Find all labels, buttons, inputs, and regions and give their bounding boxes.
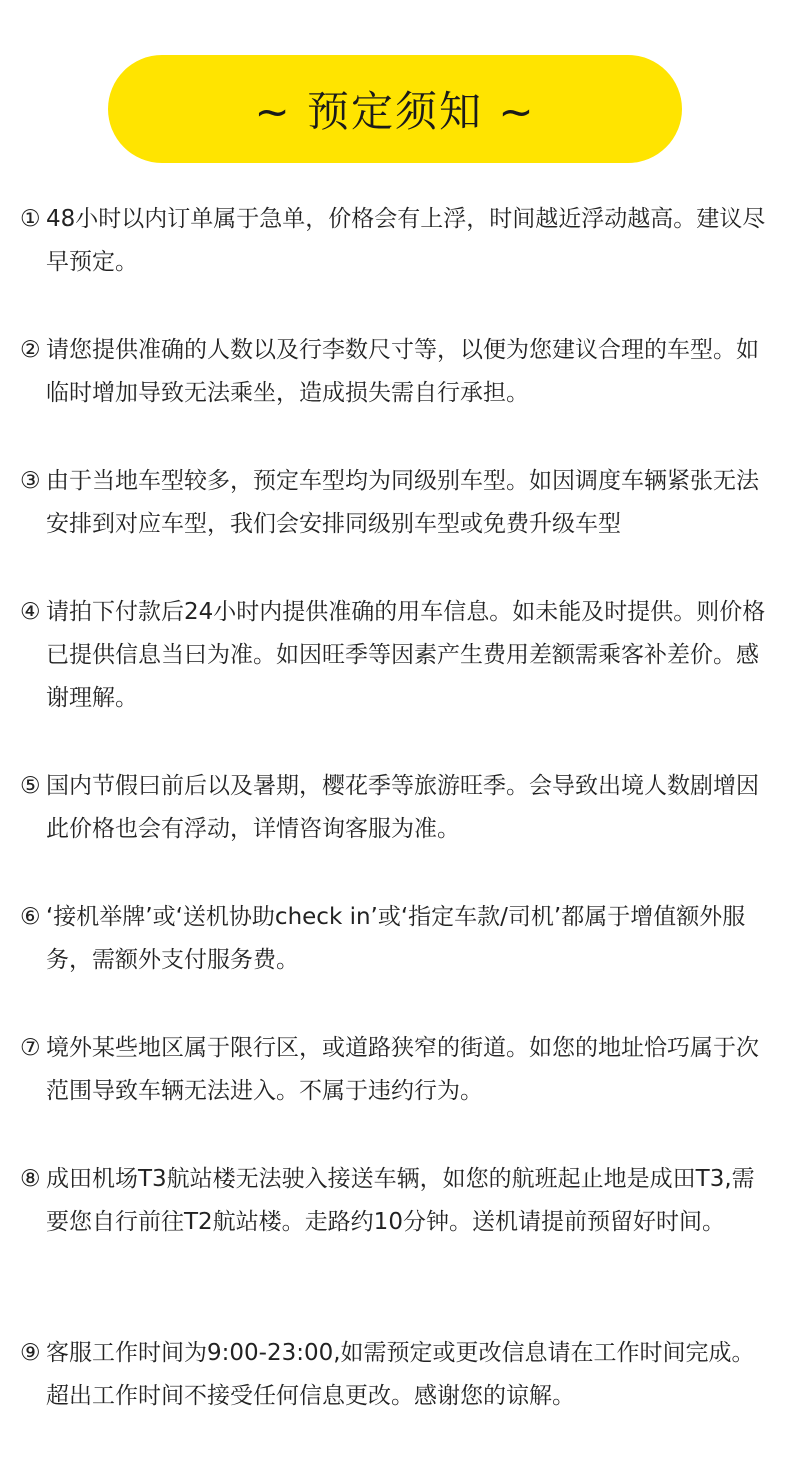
page-title: ~ 预定须知 ~: [254, 87, 536, 136]
notice-text: 请您提供准确的人数以及行李数尺寸等，以便为您建议合理的车型。如临时增加导致无法乘坐，造成损失需自行承担。: [46, 337, 759, 406]
notice-item-9: [20, 1332, 770, 1418]
notice-number: ④: [20, 599, 41, 625]
notice-text: 境外某些地区属于限行区，或道路狭窄的街道。如您的地址恰巧属于次范围导致车辆无法进入。不属于违约行为。: [46, 1035, 759, 1104]
notice-text: ‘接机举牌’或‘送机协助check in’或‘指定车款/司机’都属于增值额外服务，需额外支付服务费。: [46, 904, 746, 973]
notice-number: ③: [20, 468, 41, 494]
notice-number: ⑧: [20, 1166, 41, 1192]
notice-item-2: [20, 329, 770, 415]
notice-number: ⑤: [20, 773, 41, 799]
notice-text: 48小时以内订单属于急单，价格会有上浮，时间越近浮动越高。建议尽早预定。: [46, 206, 766, 275]
title-banner: [108, 55, 682, 163]
notice-item-7: [20, 1027, 770, 1113]
notice-text: 国内节假曰前后以及暑期，樱花季等旅游旺季。会导致出境人数剧增因此价格也会有浮动，详情咨询客服为准。: [46, 773, 759, 842]
notice-number: ⑥: [20, 904, 41, 930]
notice-text: 客服工作时间为9:00-23:00,如需预定或更改信息请在工作时间完成。超出工作时间不接受任何信息更改。感谢您的谅解。: [46, 1340, 755, 1409]
notice-item-1: [20, 198, 770, 284]
notice-item-8: [20, 1158, 770, 1287]
notice-text: 由于当地车型较多，预定车型均为同级别车型。如因调度车辆紧张无法安排到对应车型，我们会安排同级别车型或免费升级车型: [46, 468, 759, 537]
notice-item-5: [20, 765, 770, 851]
notice-item-6: [20, 896, 770, 982]
notice-number: ⑨: [20, 1340, 41, 1366]
notice-item-3: [20, 460, 770, 546]
notice-text: 请拍下付款后24小时内提供准确的用车信息。如未能及时提供。则价格已提供信息当曰为准。如因旺季等因素产生费用差额需乘客补差价。感谢理解。: [46, 599, 766, 711]
notice-number: ②: [20, 337, 41, 363]
notice-number: ⑦: [20, 1035, 41, 1061]
notice-text: 成田机场T3航站楼无法驶入接送车辆，如您的航班起止地是成田T3,需要您自行前往T2航站楼。走路约10分钟。送机请提前预留好时间。: [46, 1166, 755, 1235]
notice-item-4: [20, 591, 770, 720]
notice-number: ①: [20, 206, 41, 232]
notice-list: [20, 198, 770, 1463]
